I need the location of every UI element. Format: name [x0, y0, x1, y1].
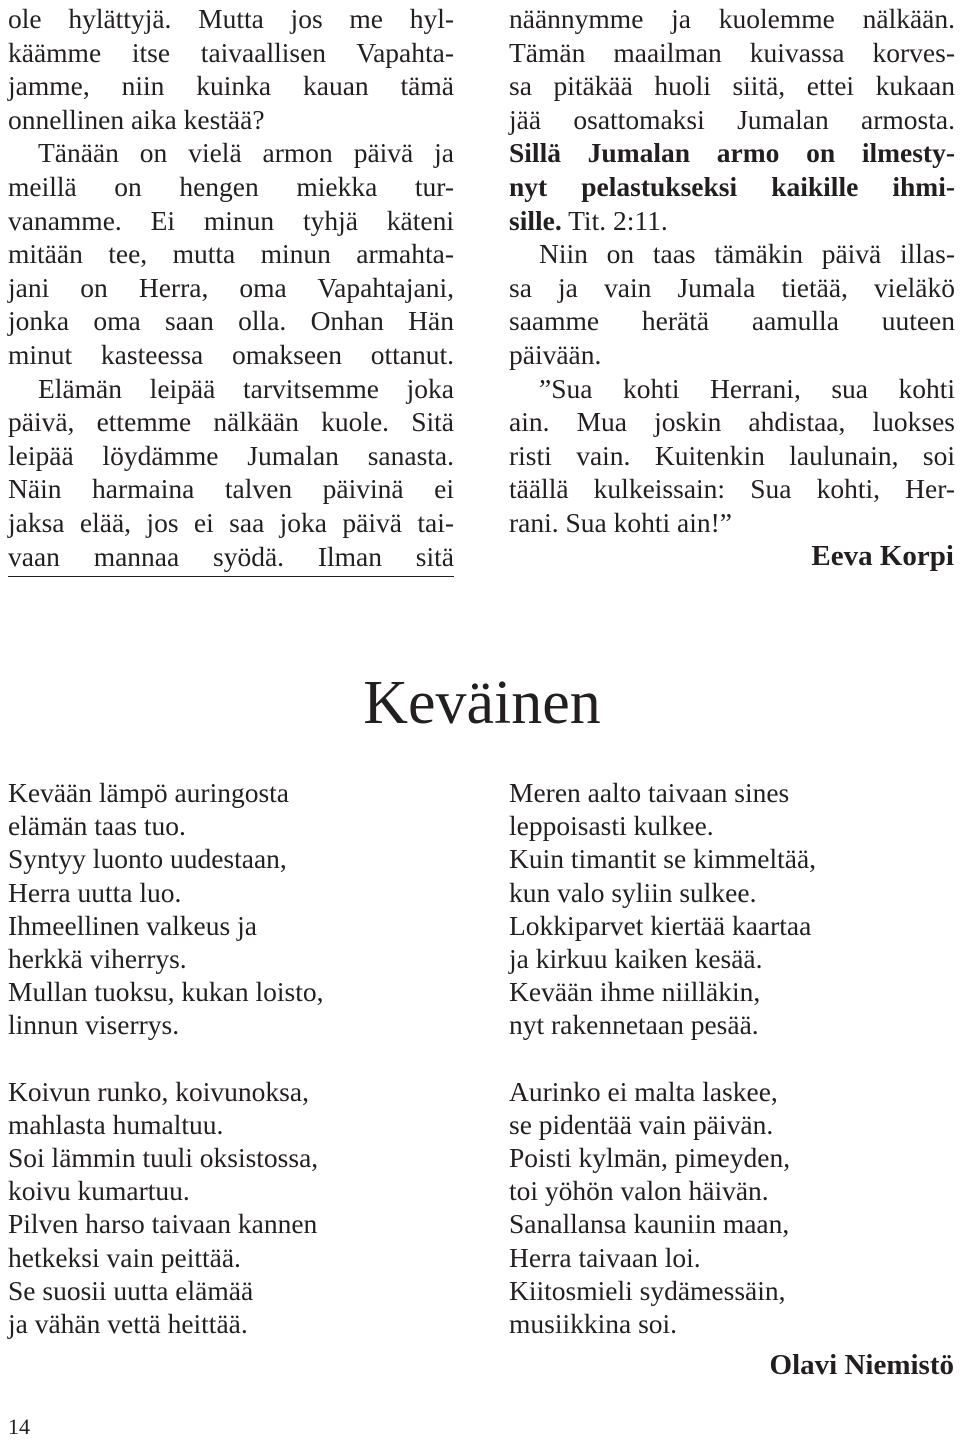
article-line: käämme itse taivaallisen Vapahta-: [8, 36, 454, 68]
article-line: Niin on taas tämäkin päivä illas-: [539, 238, 955, 270]
poem-line: se pidentää vain päivän.: [509, 1108, 774, 1140]
article-line: jaksa elää, jos ei saa joka päivä tai-: [8, 506, 454, 538]
article-line: minut kasteessa omakseen ottanut.: [8, 338, 454, 370]
article-left-column: [8, 2, 454, 573]
poem-line: nyt rakennetaan pesää.: [509, 1009, 759, 1041]
article-line: Tämän maailman kuivassa korves-: [509, 36, 955, 68]
article-signature: Eeva Korpi: [811, 540, 954, 572]
page-number: 14: [8, 1414, 30, 1439]
bold-quote-line: [509, 170, 955, 204]
poem-line: mahlasta humaltuu.: [8, 1108, 224, 1140]
poem-left-column: [8, 776, 324, 1340]
poem-line: Koivun runko, koivunoksa,: [8, 1075, 309, 1107]
poem-line: leppoisasti kulkee.: [509, 810, 714, 842]
article-line: ain. Mua joskin ahdistaa, luokses: [509, 406, 955, 438]
poem-line: Pilven harso taivaan kannen: [8, 1208, 318, 1240]
article-line: leipää löydämme Jumalan sanasta.: [8, 439, 454, 471]
poem-line: Sanallansa kauniin maan,: [509, 1208, 790, 1240]
article-line: onnellinen aika kestää?: [8, 103, 265, 135]
article-line: sa pitäkää huoli siitä, ettei kukaan: [509, 70, 955, 102]
article-line: vaan mannaa syödä. Ilman sitä: [8, 540, 454, 572]
poem-line: Aurinko ei malta laskee,: [509, 1075, 778, 1107]
bold-quote-line: [509, 136, 955, 170]
poem-line: Soi lämmin tuuli oksistossa,: [8, 1142, 319, 1174]
column-divider-rule: [8, 576, 454, 577]
poem-line: Herra taivaan loi.: [509, 1241, 701, 1273]
article-line: jani on Herra, oma Vapahtajani,: [8, 271, 454, 303]
article-line: jamme, niin kuinka kauan tämä: [8, 70, 454, 102]
article-line: meillä on hengen miekka tur-: [8, 170, 454, 202]
poem-line: Lokkiparvet kiertää kaartaa: [509, 909, 812, 941]
poem-line: Meren aalto taivaan sines: [509, 777, 790, 808]
poem-line: Kiitosmieli sydämessäin,: [509, 1274, 786, 1306]
poem-line: Ihmeellinen valkeus ja: [8, 909, 257, 941]
article-line: näännymme ja kuolemme nälkään.: [509, 3, 955, 34]
article-line: saamme herätä aamulla uuteen: [509, 305, 955, 337]
stanza-break: [8, 1042, 324, 1075]
poem-title: Keväinen: [363, 669, 601, 737]
article-line: päivä, ettemme nälkään kuole. Sitä: [8, 406, 454, 438]
article-line: mitään tee, mutta minun armahta-: [8, 238, 454, 270]
article-line: jonka oma saan olla. Onhan Hän: [8, 305, 454, 337]
poem-line: herkkä viherrys.: [8, 942, 187, 974]
article-line: rani. Sua kohti ain!”: [509, 506, 732, 538]
poem-line: Syntyy luonto uudestaan,: [8, 843, 287, 875]
article-line: vanamme. Ei minun tyhjä käteni: [8, 204, 454, 236]
poem-line: ja kirkuu kaiken kesää.: [509, 942, 763, 974]
poem-line: ja vähän vettä heittää.: [8, 1308, 248, 1339]
article-line: Elämän leipää tarvitsemme joka: [38, 372, 454, 404]
bold-quote-text: nyt pelastukseksi kaikille ihmi-: [509, 170, 955, 202]
poem-line: linnun viserrys.: [8, 1009, 180, 1041]
poem-line: hetkeksi vain peittää.: [8, 1241, 241, 1273]
article-line: ”Sua kohti Herrani, sua kohti: [539, 372, 955, 404]
bold-quote-text: Sillä Jumalan armo on ilmesty-: [509, 137, 955, 169]
article-line: ole hylättyjä. Mutta jos me hyl-: [8, 3, 454, 34]
poem-line: Kevään lämpö auringosta: [8, 777, 290, 808]
article-line: Näin harmaina talven päivinä ei: [8, 473, 454, 505]
poem-signature: Olavi Niemistö: [769, 1349, 954, 1381]
article-line: Tänään on vielä armon päivä ja: [38, 137, 454, 169]
stanza-break: [509, 1042, 816, 1075]
poem-line: koivu kumartuu.: [8, 1175, 190, 1207]
poem-line: musiikkina soi.: [509, 1308, 678, 1339]
poem-right-column: [509, 776, 816, 1340]
poem-line: Herra uutta luo.: [8, 876, 182, 908]
poem-line: Kevään ihme niilläkin,: [509, 976, 761, 1008]
bible-reference: Tit. 2:11.: [561, 204, 668, 236]
article-line: risti vain. Kuitenkin laulunain, soi: [509, 439, 955, 471]
poem-line: Kuin timantit se kimmeltää,: [509, 843, 817, 875]
poem-line: toi yöhön valon häivän.: [509, 1175, 769, 1207]
poem-line: kun valo syliin sulkee.: [509, 876, 757, 908]
article-right-column: [509, 2, 955, 540]
article-line: täällä kulkeissain: Sua kohti, Her-: [509, 473, 955, 505]
article-line: [509, 204, 955, 238]
bold-quote-text: sille.: [509, 204, 562, 236]
poem-line: elämän taas tuo.: [8, 810, 186, 842]
article-line: jää osattomaksi Jumalan armosta.: [509, 103, 955, 135]
article-line: päivään.: [509, 338, 602, 370]
article-line: sa ja vain Jumala tietää, vieläkö: [509, 271, 955, 303]
poem-line: Mullan tuoksu, kukan loisto,: [8, 976, 324, 1008]
poem-line: Se suosii uutta elämää: [8, 1274, 254, 1306]
poem-line: Poisti kylmän, pimeyden,: [509, 1142, 791, 1174]
